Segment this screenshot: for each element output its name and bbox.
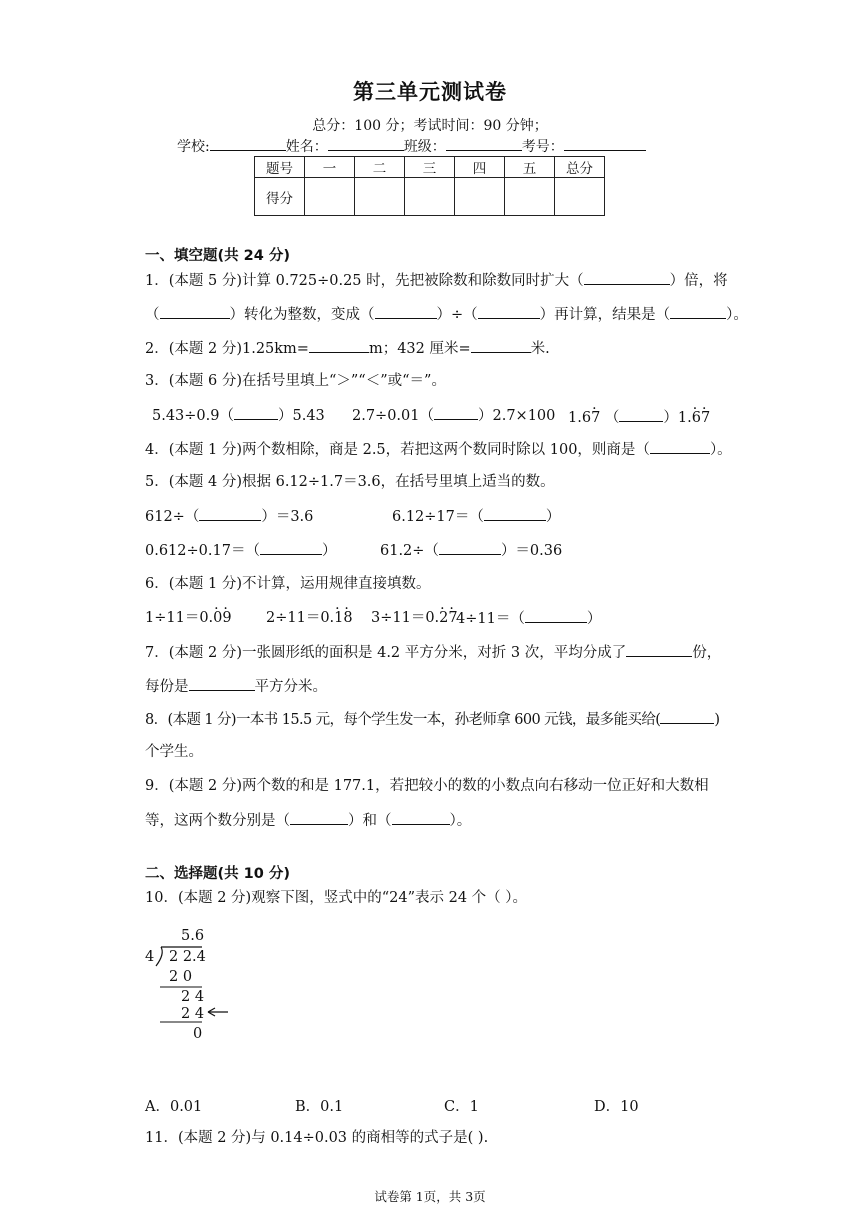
- q1-text: ）÷（: [436, 307, 478, 323]
- score-header-cell: 四: [455, 157, 505, 178]
- division-step3: 2 4: [181, 1006, 205, 1022]
- q3-text: 1.: [677, 410, 692, 426]
- question-7-line1: [145, 642, 721, 663]
- q3-text: ）5.43: [278, 408, 325, 424]
- q3-text: 1.6: [568, 410, 592, 426]
- q5-blank-4[interactable]: [439, 540, 501, 555]
- q2-text: 米.: [530, 341, 550, 357]
- q8-text: 8．(本题 1 分)一本书 15.5 元，每个学生发一本，孙老师拿 600 元钱，最多能买给(: [145, 712, 661, 728]
- score-input-cell[interactable]: [405, 178, 455, 216]
- q9-text: ）和（: [348, 813, 392, 829]
- q3-text: ）: [663, 410, 678, 426]
- number-label: 考号：: [521, 139, 564, 155]
- division-lines: [140, 940, 240, 1030]
- question-11: 11．(本题 2 分)与 0.14÷0.03 的商相等的式子是( ).: [145, 1130, 489, 1146]
- question-5-c: [145, 540, 336, 561]
- q6-text: 1÷11＝0.: [145, 610, 214, 626]
- page-title: 第三单元测试卷: [353, 80, 507, 104]
- score-header-cell: 总分: [555, 157, 605, 178]
- question-10: 10．(本题 2 分)观察下图，竖式中的“24”表示 24 个（ ）。: [145, 890, 528, 906]
- q1-text: ）再计算，结果是（: [539, 307, 671, 323]
- class-label: 班级：: [403, 139, 446, 155]
- question-9-line1: 9．(本题 2 分)两个数的和是 177.1，若把较小的数的小数点向右移动一位正好和大数相: [145, 778, 709, 794]
- score-row-label: 得分: [255, 178, 305, 216]
- q1-text: ）。: [726, 307, 748, 323]
- fields-line: [177, 136, 646, 156]
- q5-text: ）＝0.36: [500, 543, 563, 559]
- score-header-cell: 三: [405, 157, 455, 178]
- q3-text: 5.43÷0.9（: [152, 408, 234, 424]
- name-label: 姓名：: [285, 139, 328, 155]
- question-3-a: [152, 405, 325, 426]
- question-2: [145, 338, 550, 359]
- q7-text: 份，: [692, 645, 722, 661]
- q7-text: 平方分米。: [254, 679, 327, 695]
- option-d[interactable]: D．10: [594, 1099, 639, 1115]
- question-3-c: [568, 407, 710, 428]
- repeating-digit: 6 ·: [692, 410, 701, 426]
- score-header-cell: 一: [305, 157, 355, 178]
- q7-blank-2[interactable]: [189, 676, 255, 691]
- question-8-line1: [145, 709, 719, 730]
- question-6-c: [371, 608, 458, 628]
- score-header-cell: 五: [505, 157, 555, 178]
- question-8-line2: 个学生。: [145, 744, 203, 760]
- q1-blank-5[interactable]: [670, 304, 726, 319]
- option-c[interactable]: C．1: [444, 1099, 479, 1115]
- q2-text: m；432 厘米=: [368, 341, 471, 357]
- q3-text: 2.7÷0.01（: [352, 408, 434, 424]
- repeating-digit: 1 ·: [334, 610, 343, 626]
- q5-text: ）: [321, 543, 337, 559]
- q4-blank[interactable]: [650, 439, 710, 454]
- repeating-digit: 7 ·: [701, 410, 710, 426]
- q1-blank-1[interactable]: [584, 270, 670, 285]
- q7-text: 7．(本题 2 分)一张圆形纸的面积是 4.2 平方分米，对折 3 次，平均分成了: [145, 645, 627, 661]
- division-bracket-curve: [156, 947, 162, 966]
- q3-blank-3[interactable]: [619, 407, 663, 422]
- option-a[interactable]: A．0.01: [145, 1099, 203, 1115]
- section2-heading: 二、选择题(共 10 分): [145, 866, 291, 882]
- q2-blank-1[interactable]: [309, 338, 369, 353]
- q5-text: 0.612÷0.17＝（: [145, 543, 260, 559]
- section1-heading: 一、填空题(共 24 分): [145, 248, 291, 264]
- question-1-line1: [145, 270, 728, 291]
- q3-text: ）2.7×100: [478, 408, 556, 424]
- q4-text: ）。: [709, 442, 732, 458]
- question-5-d: [380, 540, 562, 561]
- q3-text: （: [604, 410, 620, 426]
- class-field[interactable]: [446, 136, 522, 151]
- question-5: 5．(本题 4 分)根据 6.12÷1.7＝3.6，在括号里填上适当的数。: [145, 474, 555, 490]
- question-6-b: [266, 608, 353, 628]
- q6-blank[interactable]: [525, 608, 587, 623]
- q7-blank-1[interactable]: [626, 642, 692, 657]
- question-6-d: [456, 608, 601, 629]
- q1-text: （: [145, 307, 160, 323]
- repeating-digit: 2 ·: [439, 610, 448, 626]
- q8-text: ): [714, 712, 720, 728]
- score-input-cell[interactable]: [305, 178, 355, 216]
- repeating-digit: 0 ·: [213, 610, 222, 626]
- question-6-a: [145, 608, 232, 628]
- score-header-cell: 题号: [255, 157, 305, 178]
- division-quotient: 5.6: [181, 928, 205, 944]
- exam-info: 总分：100 分；考试时间：90 分钟；: [312, 118, 548, 134]
- score-table: [254, 156, 605, 216]
- q9-text: 等，这两个数分别是（: [145, 813, 290, 829]
- page-footer: 试卷第 1页，共 3页: [374, 1189, 486, 1204]
- score-input-cell[interactable]: [555, 178, 605, 216]
- q9-blank-1[interactable]: [290, 810, 348, 825]
- q3-blank-2[interactable]: [434, 405, 478, 420]
- division-divisor: 4: [145, 949, 155, 965]
- q5-text: 61.2÷（: [380, 543, 439, 559]
- q6-text: 3÷11＝0.: [371, 610, 440, 626]
- question-4: [145, 439, 732, 460]
- question-7-line2: [145, 676, 327, 697]
- q6-text: 4÷11＝（: [456, 611, 525, 627]
- q5-blank-3[interactable]: [260, 540, 322, 555]
- q1-text: ）转化为整数，变成（: [229, 307, 375, 323]
- q2-blank-2[interactable]: [471, 338, 531, 353]
- score-input-cell[interactable]: [505, 178, 555, 216]
- repeating-digit: 9 ·: [222, 610, 231, 626]
- q5-text: ）＝3.6: [261, 509, 314, 525]
- q4-text: 4．(本题 1 分)两个数相除，商是 2.5，若把这两个数同时除以 100，则商是（: [145, 442, 650, 458]
- repeating-digit: 7 ·: [448, 610, 457, 626]
- q1-text: 1．(本题 5 分)计算 0.725÷0.25 时，先把被除数和除数同时扩大（: [145, 273, 584, 289]
- repeating-digit: 8 ·: [343, 610, 352, 626]
- repeating-digit: 7 ·: [591, 410, 600, 426]
- q2-text: 2．(本题 2 分)1.25km=: [145, 341, 309, 357]
- score-input-cell[interactable]: [455, 178, 505, 216]
- q5-blank-2[interactable]: [484, 506, 546, 521]
- name-field[interactable]: [328, 136, 404, 151]
- q1-blank-2[interactable]: [160, 304, 230, 319]
- option-b[interactable]: B．0.1: [295, 1099, 344, 1115]
- school-label: 学校:: [177, 139, 210, 155]
- q5-blank-1[interactable]: [199, 506, 261, 521]
- school-field[interactable]: [210, 136, 286, 151]
- q3-blank-1[interactable]: [234, 405, 278, 420]
- q8-blank[interactable]: [660, 709, 714, 724]
- q1-blank-3[interactable]: [375, 304, 437, 319]
- q6-text: 2÷11＝0.: [266, 610, 335, 626]
- question-1-line2: [145, 304, 748, 325]
- q1-text: ）倍，将: [669, 273, 728, 289]
- question-5-b: [392, 506, 560, 527]
- division-step2: 2 4: [181, 989, 205, 1005]
- question-5-a: [145, 506, 313, 527]
- q9-text: ）。: [449, 813, 472, 829]
- question-6: 6．(本题 1 分)不计算，运用规律直接填数。: [145, 576, 431, 592]
- division-remainder: 0: [193, 1026, 203, 1042]
- division-dividend: 2 2.4: [169, 949, 206, 965]
- division-step1: 2 0: [169, 969, 193, 985]
- q5-text: ）: [545, 509, 561, 525]
- q5-text: 612÷（: [145, 509, 200, 525]
- score-input-cell[interactable]: [355, 178, 405, 216]
- q6-text: ）: [586, 611, 602, 627]
- q9-blank-2[interactable]: [392, 810, 450, 825]
- q7-text: 每份是: [145, 679, 189, 695]
- question-3: 3．(本题 6 分)在括号里填上“＞”“＜”或“＝”。: [145, 373, 446, 389]
- question-9-line2: [145, 810, 471, 831]
- q5-text: 6.12÷17＝（: [392, 509, 484, 525]
- q1-blank-4[interactable]: [478, 304, 540, 319]
- question-3-b: [352, 405, 555, 426]
- score-header-cell: 二: [355, 157, 405, 178]
- number-field[interactable]: [564, 136, 646, 151]
